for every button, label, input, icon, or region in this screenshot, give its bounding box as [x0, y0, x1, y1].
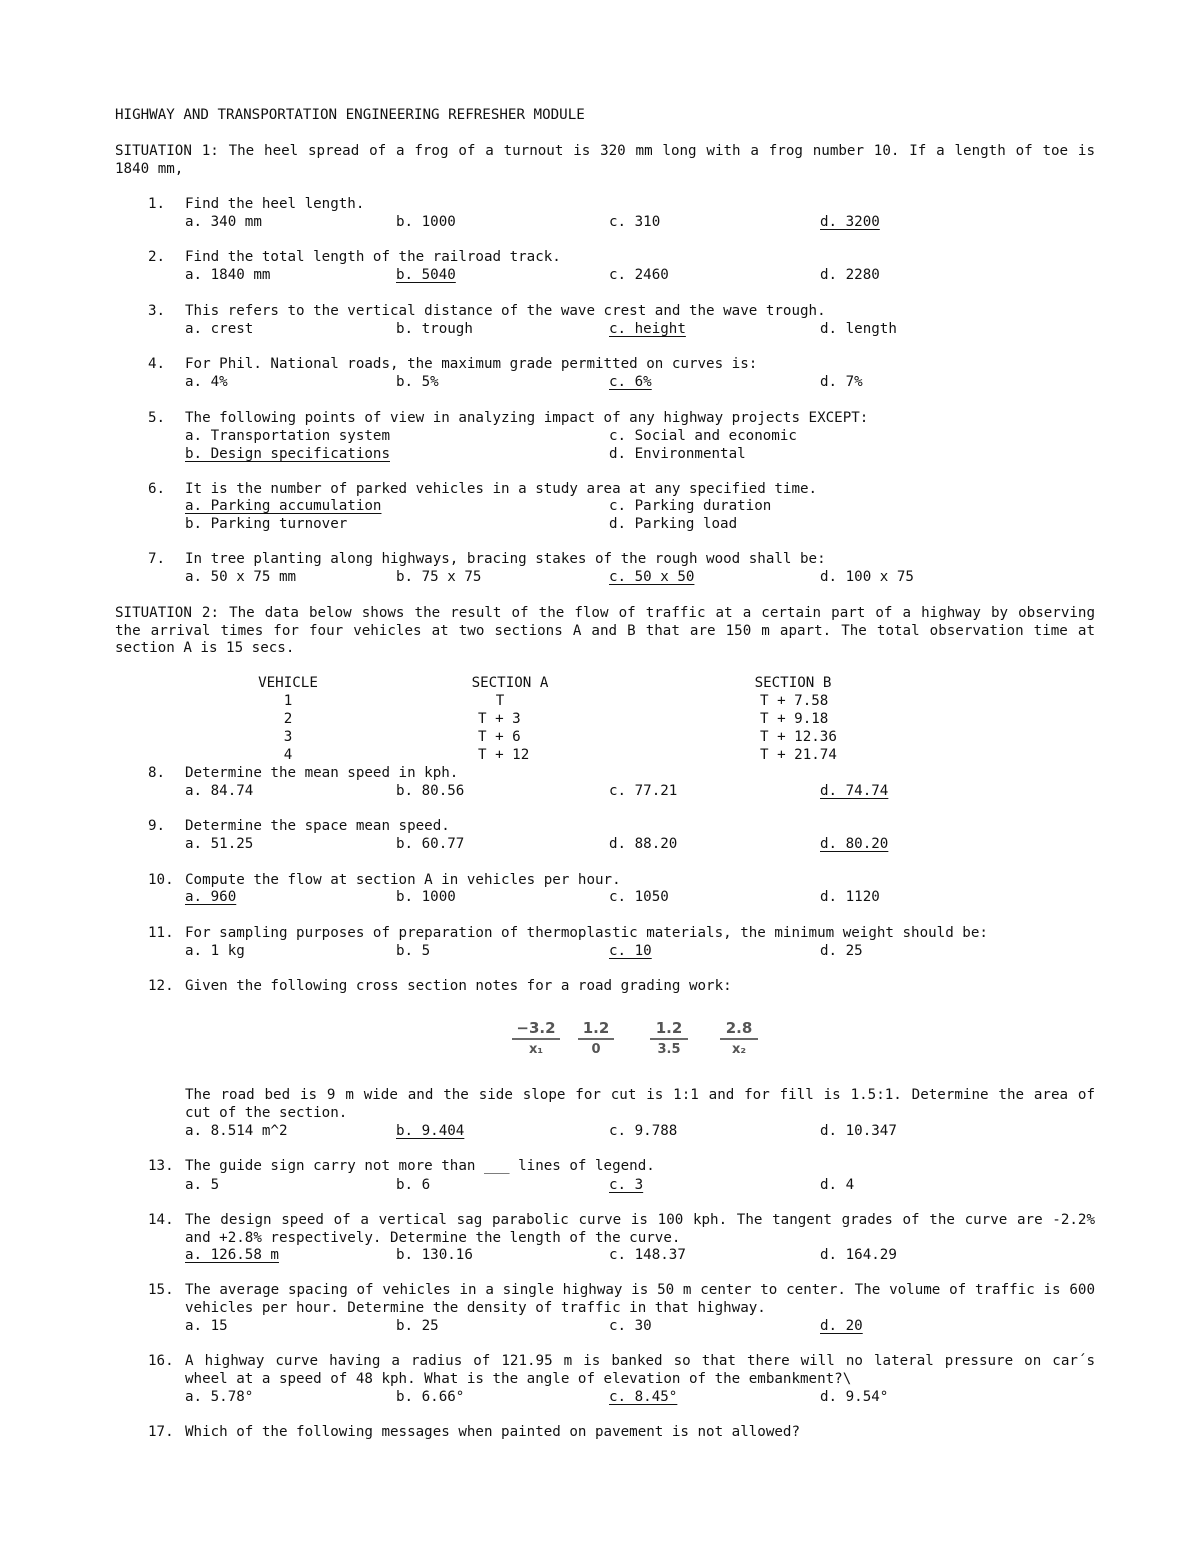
option-b: b. 6	[396, 1177, 431, 1193]
table-header-section-b: SECTION B	[754, 675, 832, 691]
note-top: −3.2	[512, 1020, 560, 1040]
option-b: b. trough	[396, 321, 473, 337]
question-number: 11.	[148, 925, 174, 941]
table-cell: T + 6	[478, 729, 521, 745]
option-b: b. 1000	[396, 889, 456, 905]
table-cell: T + 7.58	[760, 693, 829, 709]
question-number: 2.	[148, 249, 166, 265]
table-cell: 1	[283, 693, 293, 709]
question-stem: Compute the flow at section A in vehicles per hour.	[185, 872, 621, 888]
option-b-answer: b. 9.404	[396, 1123, 465, 1139]
question-number: 16.	[148, 1353, 174, 1369]
question-number: 10.	[148, 872, 174, 888]
option-c: c. 1050	[609, 889, 669, 905]
question-number: 9.	[148, 818, 166, 834]
table-cell: T + 3	[478, 711, 521, 727]
option-b: b. 60.77	[396, 836, 465, 852]
question-stem: The following points of view in analyzing impact of any highway projects EXCEPT:	[185, 410, 869, 426]
table-cell: 3	[283, 729, 293, 745]
option-a: a. 4%	[185, 374, 228, 390]
option-b-answer: b. Design specifications	[185, 446, 390, 462]
option-c: c. 77.21	[609, 783, 678, 799]
option-b: b. 6.66°	[396, 1389, 465, 1405]
note-top: 2.8	[720, 1020, 758, 1040]
option-c-answer: c. 3	[609, 1177, 644, 1193]
option-d: d. 100 x 75	[820, 569, 914, 585]
question-number: 7.	[148, 551, 166, 567]
note-bottom: 3.5	[657, 1042, 681, 1057]
option-a: a. Transportation system	[185, 428, 390, 444]
table-header-section-a: SECTION A	[471, 675, 549, 691]
cross-section-note	[720, 1020, 758, 1058]
question-stem: A highway curve having a radius of 121.95 m is banked so that there will no lateral pressure on car´s wheel at a speed of 48 kph. What is the angle of elevation of the embankment?\	[185, 1353, 1095, 1387]
option-c: c. Social and economic	[609, 428, 797, 444]
option-c: c. 30	[609, 1318, 652, 1334]
option-c: c. 9.788	[609, 1123, 678, 1139]
option-c-answer: c. 6%	[609, 374, 652, 390]
option-d: d. 7%	[820, 374, 863, 390]
question-stem: The guide sign carry not more than ___ lines of legend.	[185, 1158, 655, 1174]
option-d: d. Parking load	[609, 516, 738, 532]
option-a: a. 5	[185, 1177, 220, 1193]
option-a-answer: a. 960	[185, 889, 237, 905]
option-a: a. 84.74	[185, 783, 254, 799]
option-a: a. 340 mm	[185, 214, 262, 230]
question-stem: The design speed of a vertical sag parabolic curve is 100 kph. The tangent grades of the curve are -2.2% and +2.8% respectively. Determine the length of the curve.	[185, 1212, 1095, 1246]
option-a-answer: a. Parking accumulation	[185, 498, 382, 514]
option-c-answer: c. 8.45°	[609, 1389, 678, 1405]
question-stem: This refers to the vertical distance of the wave crest and the wave trough.	[185, 303, 826, 319]
option-c-answer: c. 50 x 50	[609, 569, 695, 585]
cross-section-note	[650, 1020, 688, 1058]
question-stem: Determine the mean speed in kph.	[185, 765, 459, 781]
question-number: 8.	[148, 765, 166, 781]
question-number: 4.	[148, 356, 166, 372]
question-stem: It is the number of parked vehicles in a study area at any specified time.	[185, 481, 818, 497]
question-number: 3.	[148, 303, 166, 319]
note-bottom: 0	[591, 1042, 601, 1057]
question-number: 14.	[148, 1212, 174, 1228]
question-number: 17.	[148, 1424, 174, 1440]
table-cell: T + 9.18	[760, 711, 829, 727]
question-stem: Find the total length of the railroad track.	[185, 249, 561, 265]
option-b: b. 5	[396, 943, 431, 959]
option-d: d. 10.347	[820, 1123, 897, 1139]
cross-section-note	[578, 1020, 614, 1058]
option-b: b. 25	[396, 1318, 439, 1334]
question-stem: The average spacing of vehicles in a single highway is 50 m center to center. The volume of traffic is 600 vehicles per hour. Determine the density of traffic in that highway.	[185, 1282, 1095, 1316]
option-d: d. 164.29	[820, 1247, 897, 1263]
question-stem: Given the following cross section notes for a road grading work:	[185, 978, 732, 994]
table-cell: 4	[283, 747, 293, 763]
table-cell: 2	[283, 711, 293, 727]
option-d: d. 2280	[820, 267, 880, 283]
option-d: d. 25	[820, 943, 863, 959]
option-d: d. length	[820, 321, 897, 337]
option-d-answer: d. 20	[820, 1318, 863, 1334]
note-top: 1.2	[578, 1020, 614, 1040]
option-a: a. 5.78°	[185, 1389, 254, 1405]
question-stem-continued: The road bed is 9 m wide and the side slope for cut is 1:1 and for fill is 1.5:1. Determine the area of cut of the section.	[185, 1087, 1095, 1121]
option-d: d. 9.54°	[820, 1389, 889, 1405]
option-c: c. Parking duration	[609, 498, 772, 514]
note-bottom: x₁	[528, 1042, 544, 1057]
table-header-vehicle: VEHICLE	[258, 675, 318, 691]
document-title: HIGHWAY AND TRANSPORTATION ENGINEERING REFRESHER MODULE	[115, 107, 585, 123]
note-bottom: x₂	[731, 1042, 747, 1057]
option-d-answer: d. 80.20	[820, 836, 889, 852]
table-cell: T + 21.74	[760, 747, 837, 763]
option-d: d. Environmental	[609, 446, 746, 462]
question-number: 5.	[148, 410, 166, 426]
option-d-answer: d. 3200	[820, 214, 880, 230]
question-stem: For Phil. National roads, the maximum grade permitted on curves is:	[185, 356, 758, 372]
option-c: c. 2460	[609, 267, 669, 283]
situation-2-text: SITUATION 2: The data below shows the result of the flow of traffic at a certain part of a highway by observing the arrival times for four vehicles at two sections A and B that are 150 m apart. The total observation time at section A is 15 secs.	[115, 605, 1095, 657]
option-c-answer: c. height	[609, 321, 686, 337]
option-d: d. 1120	[820, 889, 880, 905]
note-top: 1.2	[650, 1020, 688, 1040]
option-b: b. 130.16	[396, 1247, 473, 1263]
question-stem: Find the heel length.	[185, 196, 365, 212]
option-b-answer: b. 5040	[396, 267, 456, 283]
question-stem: Determine the space mean speed.	[185, 818, 450, 834]
question-number: 15.	[148, 1282, 174, 1298]
option-c: d. 88.20	[609, 836, 678, 852]
table-cell: T + 12.36	[760, 729, 837, 745]
option-b: b. 1000	[396, 214, 456, 230]
option-a-answer: a. 126.58 m	[185, 1247, 279, 1263]
question-number: 13.	[148, 1158, 174, 1174]
option-b: b. 80.56	[396, 783, 465, 799]
cross-section-notes-figure	[512, 1020, 772, 1062]
option-d-answer: d. 74.74	[820, 783, 889, 799]
question-stem: Which of the following messages when painted on pavement is not allowed?	[185, 1424, 800, 1440]
option-b: b. 5%	[396, 374, 439, 390]
option-a: a. 1840 mm	[185, 267, 271, 283]
question-stem: In tree planting along highways, bracing stakes of the rough wood shall be:	[185, 551, 826, 567]
option-a: a. crest	[185, 321, 254, 337]
option-c: c. 310	[609, 214, 661, 230]
cross-section-note	[512, 1020, 560, 1058]
question-number: 1.	[148, 196, 166, 212]
option-b: b. 75 x 75	[396, 569, 482, 585]
option-d: d. 4	[820, 1177, 855, 1193]
option-a: a. 50 x 75 mm	[185, 569, 297, 585]
option-c: c. 148.37	[609, 1247, 686, 1263]
table-cell: T	[495, 693, 505, 709]
situation-1-text: SITUATION 1: The heel spread of a frog of a turnout is 320 mm long with a frog number 10. If a length of toe is 1840 mm,	[115, 143, 1095, 177]
option-c-answer: c. 10	[609, 943, 652, 959]
question-number: 12.	[148, 978, 174, 994]
option-a: a. 15	[185, 1318, 228, 1334]
option-a: a. 8.514 m^2	[185, 1123, 288, 1139]
option-a: a. 51.25	[185, 836, 254, 852]
table-cell: T + 12	[478, 747, 530, 763]
question-number: 6.	[148, 481, 166, 497]
option-a: a. 1 kg	[185, 943, 245, 959]
question-stem: For sampling purposes of preparation of thermoplastic materials, the minimum weight should be:	[185, 925, 988, 941]
option-b: b. Parking turnover	[185, 516, 348, 532]
